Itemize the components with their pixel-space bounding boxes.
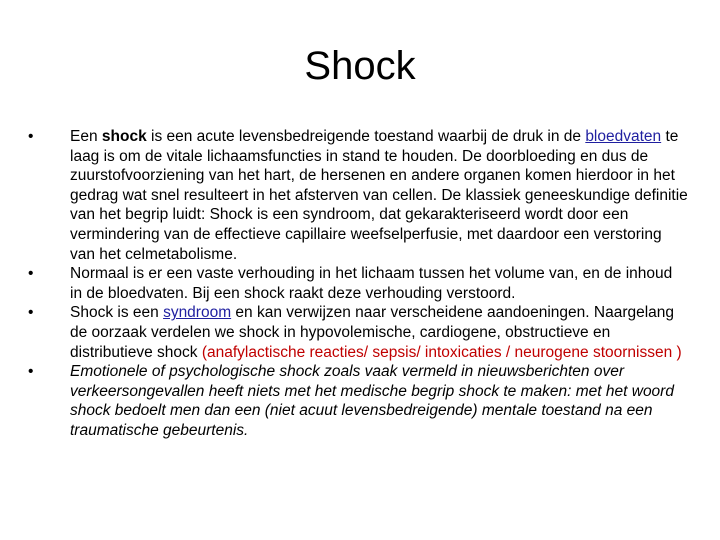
bullet-definition — [28, 127, 688, 264]
bullet-syndroom — [28, 303, 688, 362]
bullet-normal — [28, 264, 688, 303]
bullet-bold-term: shock — [101, 128, 147, 145]
bullet-red-causes: (anafylactische reacties/ sepsis/ intoxicaties / neurogene stoornissen ) — [201, 343, 682, 361]
bullet-text: Shock is een — [70, 304, 164, 322]
bullet-text: te laag is om de vitale lichaamsfuncties in stand te houden. De doorbloeding en dus de zuurstofvoorziening van het hart, de hersenen en andere organen komen hierdoor in het gedrag wat snel resulteert in het afsterven van cellen. De klassiek geneeskundige definitie van het begrip luidt: Shock is een syndroom, dat gekarakteriseerd wordt door een vermindering van de effectieve capillaire weefselperfusie, met daardoor een verstoring van het celmetabolisme. — [70, 128, 688, 263]
bullet-dot-icon: • — [28, 265, 34, 283]
bullet-dot-icon: • — [28, 363, 34, 381]
bullet-text: Normaal is er een vaste verhouding in het lichaam tussen het volume van, en de inhoud in de bloedvaten. Bij een shock raakt deze verhouding verstoord. — [70, 265, 673, 302]
bullet-dot-icon: • — [28, 128, 34, 145]
slide-title: Shock — [304, 44, 416, 88]
link-syndroom[interactable]: syndroom — [163, 304, 232, 322]
bullet-emotional — [28, 362, 688, 440]
link-bloedvaten[interactable]: bloedvaten — [585, 128, 662, 145]
bullet-list — [28, 127, 688, 441]
bullet-text: en kan verwijzen naar verscheidene aandoeningen. Naargelang de oorzaak verdelen we shock in hypovolemische, cardiogene, obstructieve en distributieve shock — [70, 304, 675, 361]
bullet-text: is een acute levensbedreigende toestand waarbij de druk in de — [146, 128, 586, 145]
bullet-text: Een — [70, 128, 102, 145]
bullet-dot-icon: • — [28, 304, 34, 322]
bullet-text: Emotionele of psychologische shock zoals vaak vermeld in nieuwsberichten over verkeersongevallen heeft niets met het medische begrip shock te maken: met het woord shock bedoelt men dan een (niet acuut levensbedreigende) mentale toestand na een traumatische gebeurtenis. — [70, 363, 674, 439]
